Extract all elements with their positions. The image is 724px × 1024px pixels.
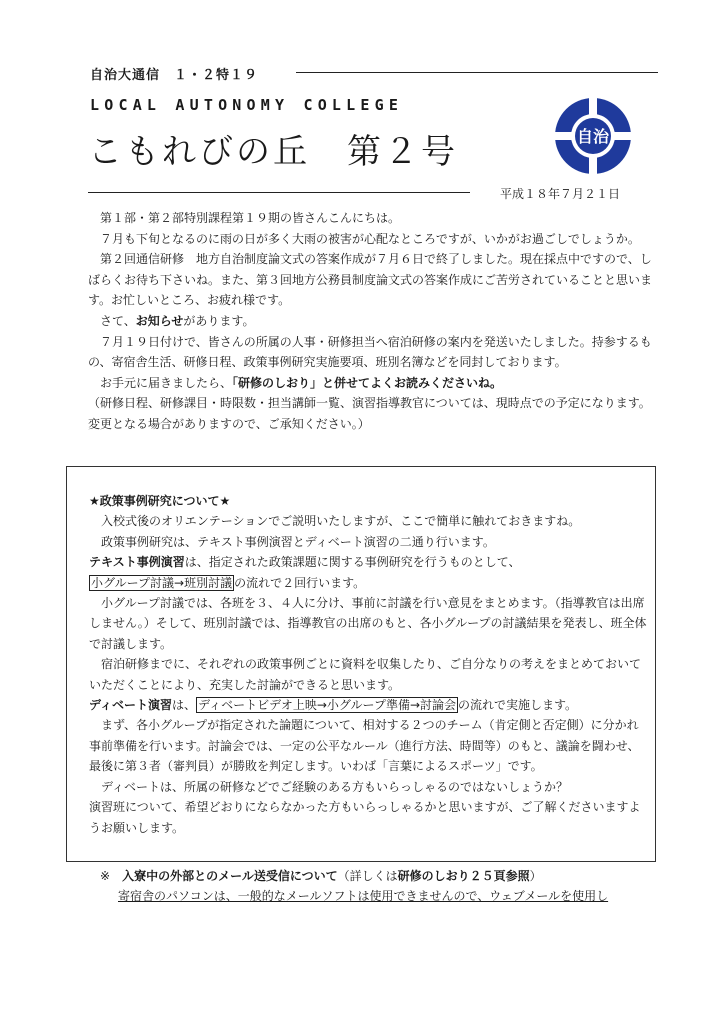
paragraph-read-guide: お手元に届きましたら、「研修のしおり」と併せてよくお読みくださいね。 (100, 375, 503, 390)
paragraph-notice: さて、お知らせがあります。 (100, 313, 255, 328)
paragraph-weather: ７月も下旬となるのに雨の日が多く大雨の被害が心配なところですが、いかがお過ごしでしょうか。 (100, 231, 640, 246)
debate-flow-frame: ディベートビデオ上映→小グループ準備→討論会 (198, 698, 457, 713)
email-note-body: 寄宿舎のパソコンは、一般的なメールソフトは使用できませんので、ウェブメールを使用し (118, 889, 609, 903)
debate-exercise-line: ディベート演習は、 ディベートビデオ上映→小グループ準備→討論会 の流れで実施します。 (89, 698, 578, 713)
college-emblem-icon (553, 96, 633, 176)
letter-body (88, 208, 660, 435)
text-exercise-flow: 小グループ討議→班別討議 の流れで２回行います。 (91, 575, 366, 590)
debate-experience: ディベートは、所属の研修などでご経験のある方もいらっしゃるのではないしょうか？ (101, 779, 569, 794)
box-heading: ★政策事例研究について★ (89, 494, 231, 508)
email-note-heading: ※ 入寮中の外部とのメール送受信について（詳しくは研修のしおり２５頁参照） (100, 869, 542, 883)
paragraph-shipping: ７月１９日付けで、皆さんの所属の人事・研修担当へ宿泊研修の案内を発送いたしました。持参するもの、寄宿舎生活、研修日程、政策事例研究実施要項、班別名簿などを同封しております。 (88, 334, 652, 370)
text-exercise-line: テキスト事例演習は、指定された政策課題に関する事例研究を行うものとして、 (89, 555, 521, 570)
series-label: 自治大通信 １・２特１９ (90, 68, 259, 83)
issue-date: 平成１８年７月２１日 (500, 187, 621, 201)
preparation-paragraph: 宿泊研修までに、それぞれの政策事例ごとに資料を収集したり、ご自分なりの考えをまとめておいていただくことにより、充実した討論ができると思います。 (89, 657, 642, 692)
text-exercise-flow-frame: 小グループ討議→班別討議 (91, 575, 233, 590)
paragraph-schedule-note: （研修日程、研修課目・時限数・担当講師一覧、演習指導教官については、現時点での予定になります。変更となる場合がありますので、ご承知ください。） (88, 396, 651, 431)
group-assignment-paragraph: 演習班について、希望どおりにならなかった方もいらっしゃるかと思いますが、ご了解くださいますようお願いします。 (89, 800, 641, 835)
debate-paragraph: まず、各小グループが指定された論題について、相対する２つのチーム（肯定側と否定側）に分かれ事前準備を行います。討論会では、一定の公平なルール（進行方法、時間等）のもと、議論を闘わせ、最後に第３者（審判員）が勝敗を判定します。いわば「言葉によるスポーツ」です。 (89, 718, 640, 774)
emblem-text: 自治 (576, 127, 610, 146)
small-group-paragraph: 小グループ討議では、各班を３、４人に分け、事前に討議を行い意見をまとめます。（指導教官は出席しません。）そして、班別討議では、指導教官の出席のもと、各小グループの討議結果を発表し、班全体で討議します。 (89, 596, 647, 651)
college-name: LOCAL AUTONOMY COLLEGE (90, 96, 404, 114)
greeting: 第１部・第２部特別課程第１９期の皆さんこんにちは。 (100, 211, 401, 225)
box-overview: 政策事例研究は、テキスト事例演習とディベート演習の二通り行います。 (101, 534, 495, 549)
paragraph-correspondence: 第２回通信研修 地方自治制度論文式の答案作成が７月６日で終了しました。現在採点中ですので、しばらくお待ち下さいね。また、第３回地方公務員制度論文式の答案作成にご苦労されていることと思います。お忙しいところ、お疲れ様です。 (88, 252, 653, 308)
page-title: こもれびの丘 第２号 (88, 132, 458, 172)
box-intro: 入校式後のオリエンテーションでご説明いたしますが、ここで簡単に触れておきますね。 (101, 514, 581, 529)
title-rule (88, 192, 470, 193)
header-rule (296, 72, 658, 73)
policy-case-study-box (66, 466, 656, 862)
